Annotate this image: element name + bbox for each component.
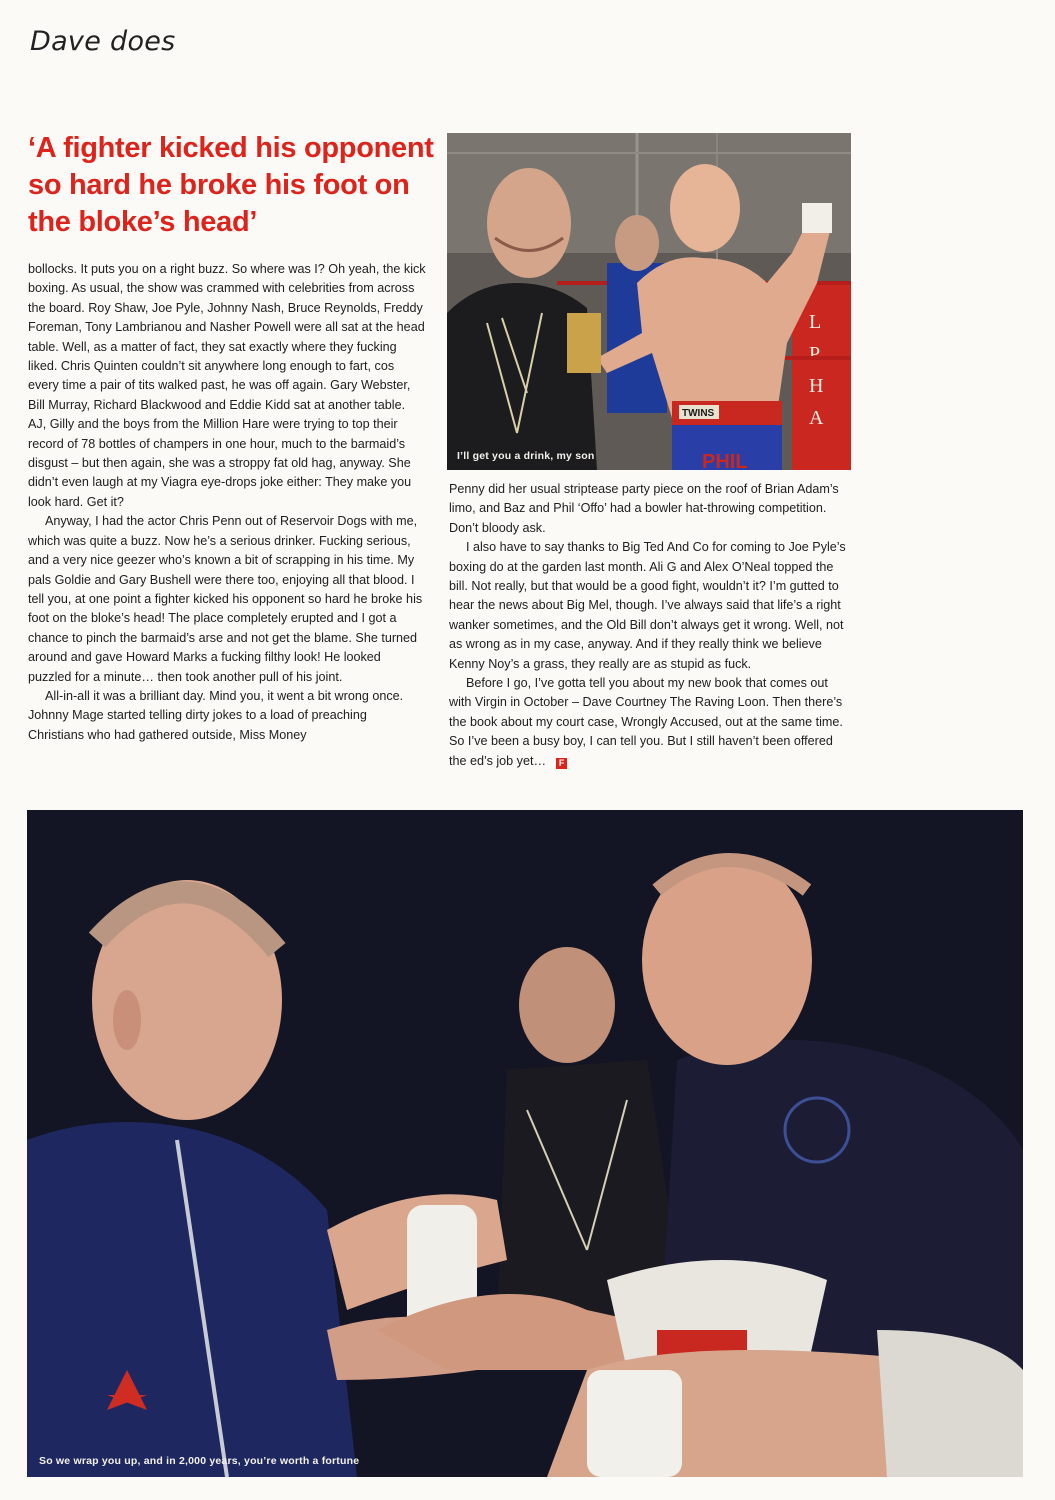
section-label: Dave does bbox=[30, 26, 176, 57]
photo-boxer-in-ring bbox=[447, 133, 851, 470]
photo-hand-wrapping bbox=[27, 810, 1023, 1477]
article-paragraph: I also have to say thanks to Big Ted And Co for coming to Joe Pyle’s boxing do at the garden last month. Ali G and Alex O’Neal topped the bill. Not really, but that would be a good fight, wouldn’t it? I’m gutted to hear the news about Big Mel, though. I’ve always said that life’s a right wanker sometimes, and the Old Bill don’t always get it wrong. Well, not as wrong as in my case, anyway. And if they really think we believe Kenny Noy’s a grass, they really are as stupid as fuck. bbox=[449, 540, 846, 671]
article-paragraph: Anyway, I had the actor Chris Penn out of Reservoir Dogs with me, which was quite a buzz. Now he’s a serious drinker. Fucking serious, and a very nice geezer who’s known a bit of scrapping in his time. My pals Goldie and Gary Bushell were there too, enjoying all that blood. I tell you, at one point a fighter kicked his opponent so hard he broke his foot on the bloke’s head! The place completely erupted and I got a chance to pinch the barmaid’s arse and not get the blame. She turned around and gave Howard Marks a fucking filthy look! He looked puzzled for a minute… then took another pull of his joint. bbox=[28, 514, 423, 684]
headline-pull-quote: ‘A fighter kicked his opponent so hard he broke his foot on the bloke’s head’ bbox=[28, 132, 434, 238]
shorts-text: PHIL bbox=[702, 451, 748, 470]
photo-boxer-illustration bbox=[447, 133, 851, 470]
photo-hand-wrap-illustration bbox=[27, 810, 1023, 1477]
belt-text: TWINS bbox=[682, 408, 715, 419]
ring-letter: L bbox=[809, 311, 822, 333]
article-paragraph: Before I go, I’ve gotta tell you about my new book that comes out with Virgin in October – Dave Courtney The Raving Loon. Then there’s the book about my court case, Wrongly Accused, out at the same time. So I’ve been a busy boy, I can tell you. But I still haven’t been offered the ed’s job yet… F bbox=[449, 676, 843, 768]
photo-caption-top: I’ll get you a drink, my son bbox=[457, 450, 595, 462]
ring-letter: P bbox=[809, 343, 821, 365]
article-column-left bbox=[28, 260, 426, 745]
end-of-article-mark: F bbox=[556, 758, 567, 769]
article-paragraph: bollocks. It puts you on a right buzz. So where was I? Oh yeah, the kick boxing. As usual, the show was crammed with celebrities from across the board. Roy Shaw, Joe Pyle, Johnny Nash, Bruce Reynolds, Freddy Foreman, Tony Lambrianou and Nasher Powell were all sat at the head table. Well, as a matter of fact, they sat exactly where they fucking liked. Chris Quinten couldn’t sit anywhere long enough to fart, cos every time a pair of tits walked past, he was off again. Gary Webster, Bill Murray, Richard Blackwood and Eddie Kidd sat at another table. AJ, Gilly and the boys from the Million Hare were trying to top their record of 78 bottles of champers in one hour, much to the barmaid’s disgust – but then again, she was a stroppy fat old hag, anyway. She didn’t even laugh at my Viagra eye-drops joke either: They make you look hard. Get it? bbox=[28, 262, 426, 509]
ring-letter: A bbox=[809, 407, 824, 429]
article-paragraph: All-in-all it was a brilliant day. Mind you, it went a bit wrong once. Johnny Mage started telling dirty jokes to a load of preaching Christians who had gathered outside, Miss Money bbox=[28, 688, 404, 742]
article-column-right bbox=[449, 480, 853, 771]
article-paragraph: Penny did her usual striptease party piece on the roof of Brian Adam’s limo, and Baz and Phil ‘Offo’ had a bowler hat-throwing competition. Don’t bloody ask. bbox=[449, 482, 839, 535]
photo-caption-bottom: So we wrap you up, and in 2,000 years, you’re worth a fortune bbox=[39, 1455, 360, 1467]
ring-letter: H bbox=[809, 375, 824, 397]
